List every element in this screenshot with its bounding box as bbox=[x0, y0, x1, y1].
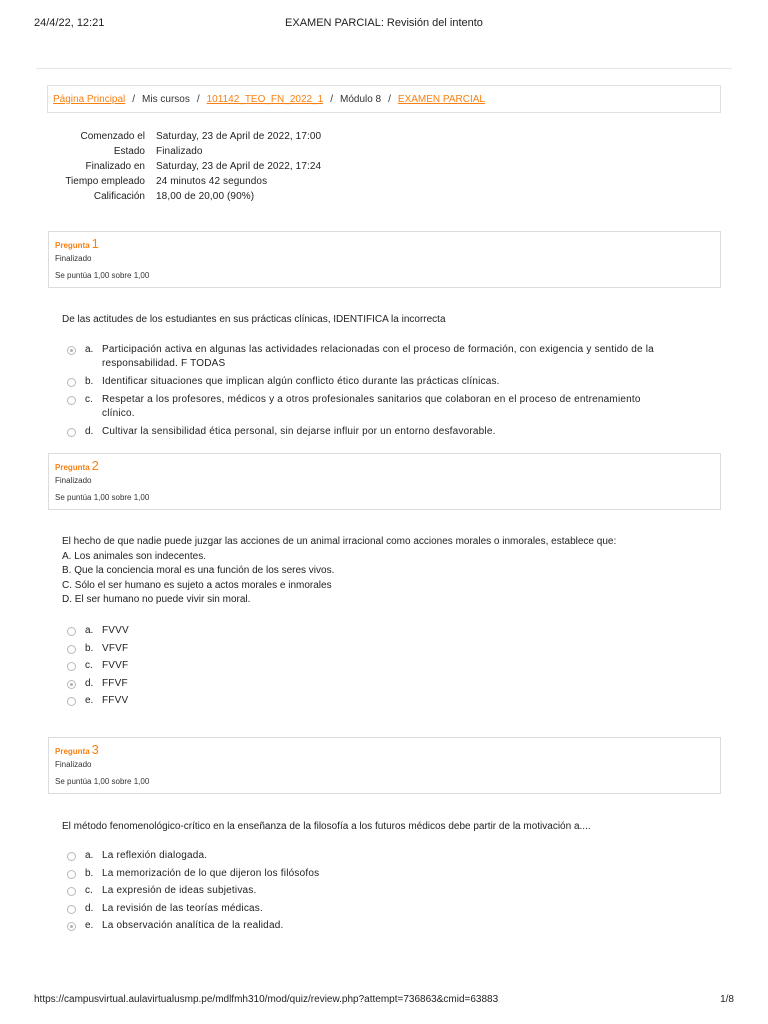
summary-row bbox=[52, 175, 321, 188]
summary-value: Saturday, 23 de April de 2022, 17:24 bbox=[156, 161, 322, 172]
question-heading bbox=[55, 236, 714, 251]
breadcrumb-separator: / bbox=[330, 93, 333, 105]
summary-value: 18,00 de 20,00 (90%) bbox=[156, 191, 255, 202]
answer-option[interactable] bbox=[67, 624, 129, 638]
divider bbox=[36, 68, 732, 69]
option-letter: e. bbox=[85, 695, 94, 706]
summary-row bbox=[52, 190, 321, 203]
print-title: EXAMEN PARCIAL: Revisión del intento bbox=[285, 17, 483, 29]
answer-option[interactable] bbox=[67, 375, 657, 389]
answer-option[interactable] bbox=[67, 884, 319, 898]
option-text: La revisión de las teorías médicas. bbox=[102, 902, 263, 914]
radio-button[interactable] bbox=[67, 887, 76, 896]
answer-option[interactable] bbox=[67, 902, 319, 916]
option-text: FFVV bbox=[102, 695, 129, 706]
print-header bbox=[34, 17, 734, 31]
option-text: Identificar situaciones que implican algún conflicto ético durante las prácticas clínicas. bbox=[102, 376, 500, 387]
summary-label: Calificación bbox=[93, 191, 145, 202]
radio-button[interactable] bbox=[67, 378, 76, 387]
question-text bbox=[62, 820, 591, 835]
summary-row bbox=[52, 130, 321, 143]
answer-option[interactable] bbox=[67, 694, 129, 708]
option-text: Participación activa en algunas las actividades relacionadas con el proceso de formación, con exigencia y sentido de la responsabilidad. F TODAS bbox=[102, 344, 654, 369]
summary-row bbox=[52, 145, 321, 158]
question-mark: Se puntúa 1,00 sobre 1,00 bbox=[55, 777, 150, 786]
summary-label: Finalizado en bbox=[85, 161, 145, 172]
answer-option[interactable] bbox=[67, 425, 657, 439]
question-label: Pregunta bbox=[55, 241, 90, 250]
option-letter: b. bbox=[85, 867, 94, 879]
radio-selected[interactable] bbox=[67, 680, 76, 689]
breadcrumb-separator: / bbox=[196, 93, 200, 105]
question-text-line: De las actitudes de los estudiantes en sus prácticas clínicas, IDENTIFICA la incorrecta bbox=[62, 314, 446, 325]
radio-button[interactable] bbox=[67, 852, 76, 861]
radio-button[interactable] bbox=[67, 627, 76, 636]
option-letter: e. bbox=[85, 920, 94, 931]
question-state: Finalizado bbox=[55, 254, 92, 263]
question-mark: Se puntúa 1,00 sobre 1,00 bbox=[55, 271, 150, 280]
option-text: La expresión de ideas subjetivas. bbox=[102, 885, 257, 896]
question-text-line: A. Los animales son indecentes. bbox=[62, 550, 206, 562]
question-number: 3 bbox=[91, 742, 99, 757]
question-info bbox=[48, 453, 721, 510]
option-text: FVVF bbox=[102, 660, 129, 671]
radio-selected[interactable] bbox=[67, 922, 76, 931]
breadcrumb-quiz-link[interactable]: EXAMEN PARCIAL bbox=[397, 93, 485, 105]
option-letter: c. bbox=[85, 660, 93, 671]
breadcrumb-separator: / bbox=[132, 93, 136, 105]
question-number: 1 bbox=[91, 236, 99, 251]
option-text: La reflexión dialogada. bbox=[102, 850, 208, 861]
breadcrumb-module: Módulo 8 bbox=[339, 93, 382, 105]
option-text: VFVF bbox=[102, 642, 129, 654]
option-text: FVVV bbox=[102, 625, 129, 636]
print-date: 24/4/22, 12:21 bbox=[34, 17, 105, 29]
radio-button[interactable] bbox=[67, 428, 76, 437]
option-text: La observación analítica de la realidad. bbox=[102, 920, 284, 931]
answer-option[interactable] bbox=[67, 677, 129, 691]
question-state: Finalizado bbox=[55, 760, 92, 769]
radio-button[interactable] bbox=[67, 905, 76, 914]
question-text-line: El hecho de que nadie puede juzgar las acciones de un animal irracional como acciones morales o inmorales, establece que: bbox=[62, 536, 617, 547]
breadcrumb-course-link[interactable]: 101142_TEO_FN_2022_1 bbox=[206, 93, 324, 105]
breadcrumb-my-courses: Mis cursos bbox=[142, 93, 190, 105]
summary-value: Finalizado bbox=[156, 146, 203, 157]
breadcrumb-home-link[interactable]: Página Principal bbox=[53, 93, 126, 105]
option-text: La memorización de lo que dijeron los filósofos bbox=[102, 867, 320, 879]
answer-option[interactable] bbox=[67, 659, 129, 673]
answer-option[interactable] bbox=[67, 849, 319, 863]
question-mark: Se puntúa 1,00 sobre 1,00 bbox=[55, 493, 150, 502]
question-text-line: C. Sólo el ser humano es sujeto a actos morales e inmorales bbox=[62, 579, 332, 591]
answer-option[interactable] bbox=[67, 343, 657, 371]
page-url[interactable]: https://campusvirtual.aulavirtualusmp.pe/mdlfmh310/mod/quiz/review.php?attempt=736863&cmid=63883 bbox=[34, 994, 499, 1005]
question-heading bbox=[55, 742, 714, 757]
question-label: Pregunta bbox=[55, 747, 90, 756]
option-letter: b. bbox=[85, 642, 94, 654]
summary-label: Estado bbox=[113, 146, 145, 157]
question-state: Finalizado bbox=[55, 476, 92, 485]
radio-button[interactable] bbox=[67, 662, 76, 671]
option-text: FFVF bbox=[102, 677, 128, 689]
question-text bbox=[62, 313, 446, 328]
question-info bbox=[48, 737, 721, 794]
question-text-line: El método fenomenológico-crítico en la enseñanza de la filosofía a los futuros médicos debe partir de la motivación a.... bbox=[62, 821, 591, 832]
question-text-line: B. Que la conciencia moral es una función de los seres vivos. bbox=[62, 565, 335, 576]
option-letter: b. bbox=[85, 376, 94, 387]
summary-label: Tiempo empleado bbox=[65, 176, 145, 187]
question-info bbox=[48, 231, 721, 288]
page-number: 1/8 bbox=[720, 994, 734, 1005]
question-text-line: D. El ser humano no puede vivir sin moral. bbox=[62, 594, 251, 605]
answer-option[interactable] bbox=[67, 867, 319, 881]
summary-label: Comenzado el bbox=[80, 131, 145, 142]
summary-value: 24 minutos 42 segundos bbox=[156, 176, 268, 187]
option-letter: d. bbox=[85, 677, 94, 689]
answer-option[interactable] bbox=[67, 642, 129, 656]
answer-option[interactable] bbox=[67, 393, 657, 421]
answer-options bbox=[67, 343, 657, 439]
option-letter: a. bbox=[85, 850, 94, 861]
option-letter: a. bbox=[85, 344, 94, 355]
radio-button[interactable] bbox=[67, 645, 76, 654]
option-text: Respetar a los profesores, médicos y a otros profesionales sanitarios que colaboran en el proceso de entrenamiento clínico. bbox=[102, 394, 641, 419]
option-letter: c. bbox=[85, 885, 93, 896]
summary-row bbox=[52, 160, 321, 173]
question-heading bbox=[55, 458, 714, 473]
radio-button[interactable] bbox=[67, 870, 76, 879]
radio-button[interactable] bbox=[67, 396, 76, 405]
option-letter: d. bbox=[85, 426, 94, 437]
question-text bbox=[62, 535, 616, 608]
option-letter: c. bbox=[85, 394, 93, 405]
question-label: Pregunta bbox=[55, 463, 90, 472]
summary-value: Saturday, 23 de April de 2022, 17:00 bbox=[156, 131, 322, 142]
answer-options bbox=[67, 849, 319, 933]
option-letter: a. bbox=[85, 625, 94, 636]
radio-button[interactable] bbox=[67, 697, 76, 706]
answer-options bbox=[67, 624, 129, 708]
breadcrumb bbox=[47, 85, 721, 113]
answer-option[interactable] bbox=[67, 919, 319, 933]
breadcrumb-separator: / bbox=[388, 93, 391, 105]
option-text: Cultivar la sensibilidad ética personal, sin dejarse influir por un entorno desfavorable. bbox=[102, 426, 496, 437]
question-number: 2 bbox=[91, 458, 99, 473]
radio-selected[interactable] bbox=[67, 346, 76, 355]
attempt-summary bbox=[52, 130, 321, 205]
option-letter: d. bbox=[85, 902, 94, 914]
